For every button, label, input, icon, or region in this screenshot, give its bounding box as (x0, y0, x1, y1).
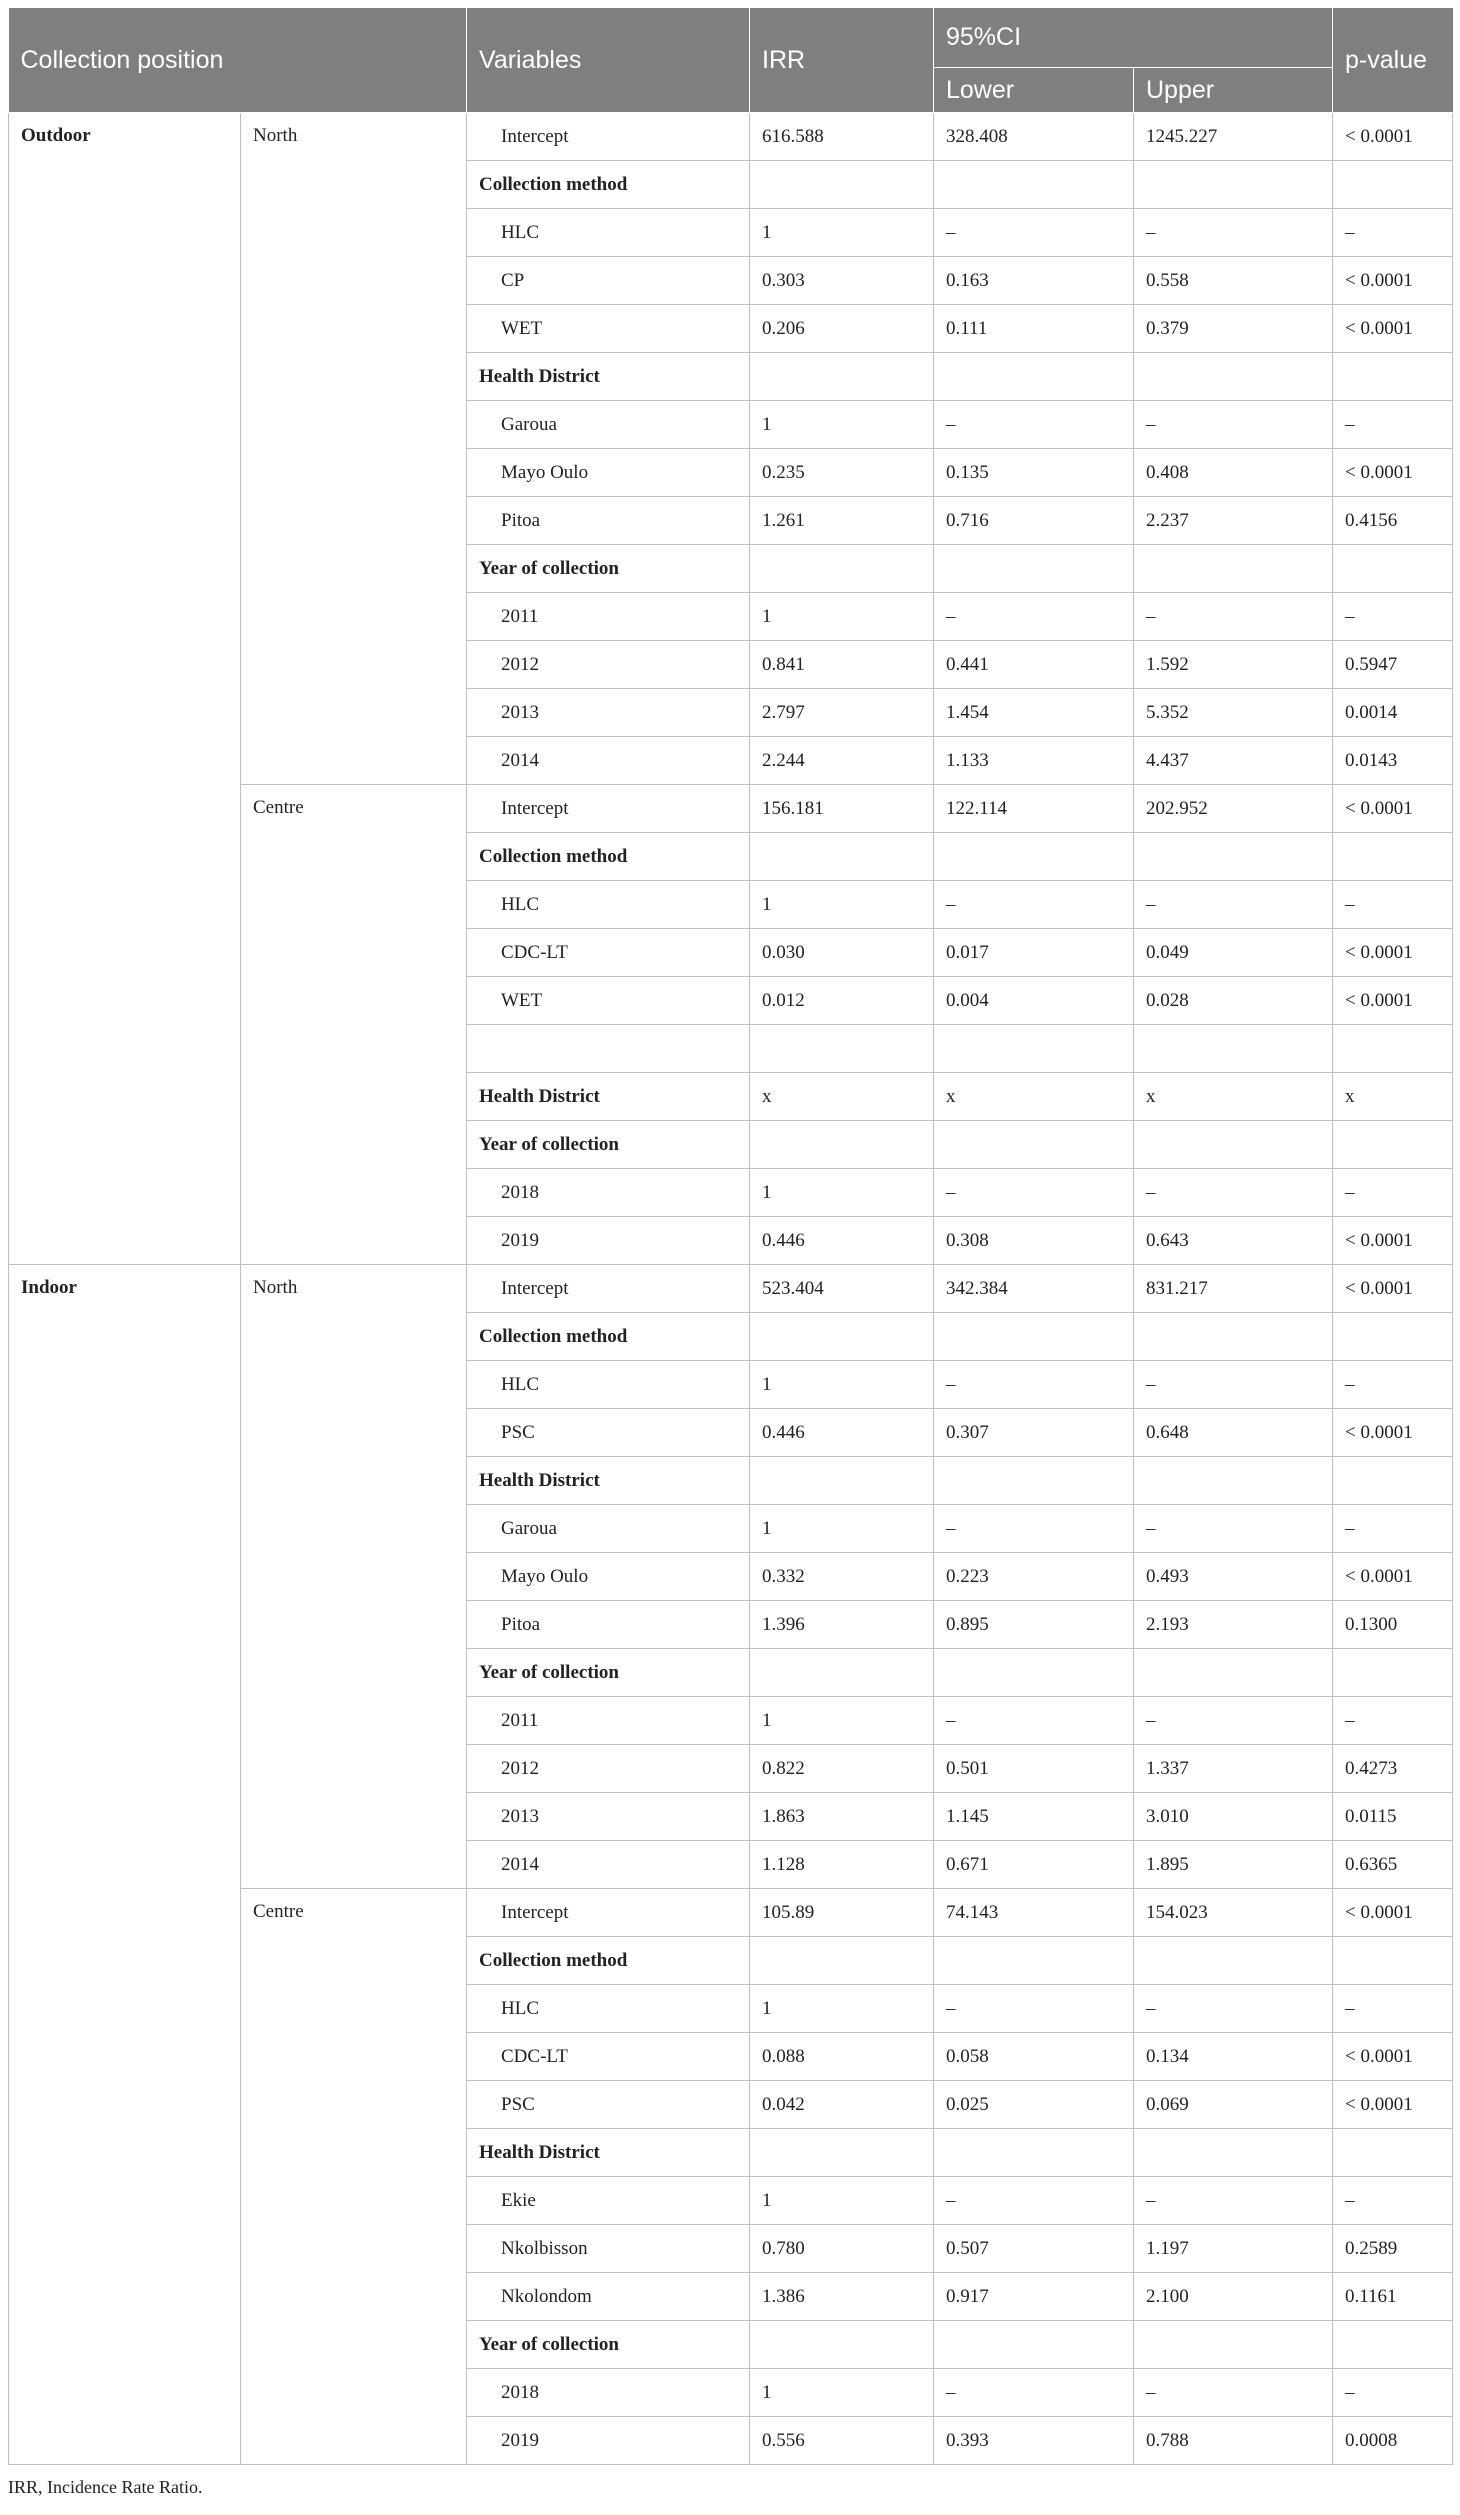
irr-cell: x (750, 1073, 934, 1121)
ci-upper-cell (1134, 1025, 1333, 1073)
ci-lower-cell: – (934, 1985, 1134, 2033)
pvalue-cell: – (1333, 881, 1453, 929)
pvalue-cell: 0.0115 (1333, 1793, 1453, 1841)
ci-lower-cell: 0.716 (934, 497, 1134, 545)
irr-cell: 1 (750, 1985, 934, 2033)
ci-lower-cell: 0.507 (934, 2225, 1134, 2273)
ci-lower-cell: – (934, 1361, 1134, 1409)
pvalue-cell: < 0.0001 (1333, 2033, 1453, 2081)
ci-lower-cell: 0.017 (934, 929, 1134, 977)
header-variables: Variables (467, 8, 750, 113)
ci-upper-cell: 0.558 (1134, 257, 1333, 305)
ci-lower-cell: 122.114 (934, 785, 1134, 833)
ci-upper-cell (1134, 2321, 1333, 2369)
ci-upper-cell (1134, 1457, 1333, 1505)
variable-cell: 2013 (467, 1793, 750, 1841)
ci-lower-cell: 1.454 (934, 689, 1134, 737)
ci-upper-cell: 0.493 (1134, 1553, 1333, 1601)
variable-cell: Collection method (467, 833, 750, 881)
irr-cell: 1.261 (750, 497, 934, 545)
table-header (9, 8, 1453, 113)
pvalue-cell (1333, 2321, 1453, 2369)
ci-lower-cell: 0.058 (934, 2033, 1134, 2081)
variable-cell: CDC-LT (467, 2033, 750, 2081)
variable-cell: Mayo Oulo (467, 449, 750, 497)
pvalue-cell: < 0.0001 (1333, 113, 1453, 161)
ci-upper-cell: – (1134, 209, 1333, 257)
ci-upper-cell: – (1134, 401, 1333, 449)
ci-upper-cell: – (1134, 1985, 1333, 2033)
ci-upper-cell: 0.069 (1134, 2081, 1333, 2129)
ci-upper-cell: 3.010 (1134, 1793, 1333, 1841)
ci-upper-cell: 202.952 (1134, 785, 1333, 833)
ci-upper-cell: 831.217 (1134, 1265, 1333, 1313)
variable-cell: PSC (467, 1409, 750, 1457)
irr-cell: 2.797 (750, 689, 934, 737)
ci-lower-cell: 0.308 (934, 1217, 1134, 1265)
ci-lower-cell: 0.135 (934, 449, 1134, 497)
ci-lower-cell (934, 161, 1134, 209)
ci-upper-cell: 0.049 (1134, 929, 1333, 977)
pvalue-cell: < 0.0001 (1333, 977, 1453, 1025)
irr-cell: 0.042 (750, 2081, 934, 2129)
pvalue-cell: 0.1300 (1333, 1601, 1453, 1649)
pvalue-cell: – (1333, 209, 1453, 257)
table-container (8, 8, 1452, 2498)
ci-upper-cell: 0.648 (1134, 1409, 1333, 1457)
irr-cell: 0.841 (750, 641, 934, 689)
irr-cell: 0.088 (750, 2033, 934, 2081)
ci-upper-cell: 0.028 (1134, 977, 1333, 1025)
ci-lower-cell (934, 353, 1134, 401)
ci-upper-cell: – (1134, 1505, 1333, 1553)
pvalue-cell: – (1333, 1697, 1453, 1745)
region-cell: North (241, 1265, 467, 1889)
variable-cell: Year of collection (467, 1649, 750, 1697)
variable-cell: 2014 (467, 1841, 750, 1889)
variable-cell: HLC (467, 1985, 750, 2033)
ci-lower-cell: 1.133 (934, 737, 1134, 785)
ci-lower-cell (934, 2129, 1134, 2177)
ci-upper-cell: 0.134 (1134, 2033, 1333, 2081)
pvalue-cell: < 0.0001 (1333, 449, 1453, 497)
pvalue-cell: – (1333, 1361, 1453, 1409)
collection-position-cell: Indoor (9, 1265, 241, 2465)
variable-cell: Pitoa (467, 497, 750, 545)
irr-cell: 0.030 (750, 929, 934, 977)
ci-upper-cell: 0.643 (1134, 1217, 1333, 1265)
irr-cell: 1 (750, 401, 934, 449)
header-ci: 95%CI (934, 8, 1333, 68)
pvalue-cell: < 0.0001 (1333, 1265, 1453, 1313)
ci-upper-cell: 0.408 (1134, 449, 1333, 497)
ci-upper-cell (1134, 1649, 1333, 1697)
pvalue-cell: < 0.0001 (1333, 257, 1453, 305)
variable-cell: 2018 (467, 1169, 750, 1217)
variable-cell: Health District (467, 1073, 750, 1121)
variable-cell: Nkolondom (467, 2273, 750, 2321)
ci-lower-cell: 328.408 (934, 113, 1134, 161)
ci-lower-cell (934, 1649, 1134, 1697)
irr-cell: 0.780 (750, 2225, 934, 2273)
header-pvalue: p-value (1333, 8, 1453, 113)
irr-cell: 523.404 (750, 1265, 934, 1313)
ci-lower-cell: – (934, 1697, 1134, 1745)
ci-upper-cell (1134, 1937, 1333, 1985)
ci-upper-cell: 1245.227 (1134, 113, 1333, 161)
ci-lower-cell: 0.223 (934, 1553, 1134, 1601)
irr-cell (750, 1649, 934, 1697)
variable-cell: HLC (467, 209, 750, 257)
variable-cell: Collection method (467, 1937, 750, 1985)
ci-upper-cell: 2.193 (1134, 1601, 1333, 1649)
ci-upper-cell: 154.023 (1134, 1889, 1333, 1937)
irr-cell (750, 2321, 934, 2369)
ci-upper-cell: – (1134, 2369, 1333, 2417)
variable-cell: HLC (467, 1361, 750, 1409)
ci-lower-cell (934, 833, 1134, 881)
variable-cell: Collection method (467, 161, 750, 209)
variable-cell: Garoua (467, 1505, 750, 1553)
ci-lower-cell: x (934, 1073, 1134, 1121)
ci-lower-cell: – (934, 2369, 1134, 2417)
pvalue-cell (1333, 1121, 1453, 1169)
pvalue-cell: 0.5947 (1333, 641, 1453, 689)
irr-cell: 0.303 (750, 257, 934, 305)
pvalue-cell: – (1333, 401, 1453, 449)
irr-cell (750, 353, 934, 401)
variable-cell: Nkolbisson (467, 2225, 750, 2273)
ci-upper-cell: 2.100 (1134, 2273, 1333, 2321)
variable-cell: CDC-LT (467, 929, 750, 977)
pvalue-cell: – (1333, 1505, 1453, 1553)
ci-upper-cell: 0.788 (1134, 2417, 1333, 2465)
variable-cell: WET (467, 305, 750, 353)
pvalue-cell (1333, 353, 1453, 401)
pvalue-cell (1333, 1457, 1453, 1505)
pvalue-cell (1333, 161, 1453, 209)
ci-upper-cell (1134, 353, 1333, 401)
ci-lower-cell: 74.143 (934, 1889, 1134, 1937)
region-cell: Centre (241, 785, 467, 1265)
irr-cell (750, 1937, 934, 1985)
variable-cell: Ekie (467, 2177, 750, 2225)
ci-upper-cell: – (1134, 1697, 1333, 1745)
header-lower: Lower (934, 68, 1134, 113)
ci-upper-cell: 1.197 (1134, 2225, 1333, 2273)
ci-lower-cell: – (934, 881, 1134, 929)
pvalue-cell: < 0.0001 (1333, 929, 1453, 977)
variable-cell: HLC (467, 881, 750, 929)
irr-cell (750, 1025, 934, 1073)
pvalue-cell: < 0.0001 (1333, 2081, 1453, 2129)
variable-cell: Health District (467, 353, 750, 401)
irr-cell (750, 833, 934, 881)
irr-cell: 0.206 (750, 305, 934, 353)
ci-lower-cell: 0.025 (934, 2081, 1134, 2129)
ci-lower-cell: 342.384 (934, 1265, 1134, 1313)
pvalue-cell: x (1333, 1073, 1453, 1121)
table-body (9, 113, 1453, 2465)
pvalue-cell: 0.0014 (1333, 689, 1453, 737)
irr-cell (750, 161, 934, 209)
pvalue-cell (1333, 833, 1453, 881)
ci-lower-cell: 0.004 (934, 977, 1134, 1025)
header-collection-position: Collection position (9, 8, 467, 113)
pvalue-cell: 0.1161 (1333, 2273, 1453, 2321)
irr-cell: 616.588 (750, 113, 934, 161)
variable-cell: 2011 (467, 1697, 750, 1745)
irr-cell (750, 2129, 934, 2177)
ci-lower-cell: 0.111 (934, 305, 1134, 353)
ci-upper-cell: 1.337 (1134, 1745, 1333, 1793)
pvalue-cell: 0.0143 (1333, 737, 1453, 785)
ci-upper-cell (1134, 1121, 1333, 1169)
ci-lower-cell: – (934, 1505, 1134, 1553)
ci-upper-cell (1134, 1313, 1333, 1361)
ci-upper-cell: 1.592 (1134, 641, 1333, 689)
irr-cell (750, 1121, 934, 1169)
variable-cell: 2019 (467, 1217, 750, 1265)
pvalue-cell: < 0.0001 (1333, 1409, 1453, 1457)
pvalue-cell: < 0.0001 (1333, 1217, 1453, 1265)
irr-cell: 2.244 (750, 737, 934, 785)
irr-cell: 1 (750, 1697, 934, 1745)
collection-position-cell: Outdoor (9, 113, 241, 1265)
irr-cell: 1 (750, 209, 934, 257)
variable-cell: Intercept (467, 785, 750, 833)
pvalue-cell: – (1333, 1169, 1453, 1217)
ci-lower-cell: 0.163 (934, 257, 1134, 305)
irr-cell: 105.89 (750, 1889, 934, 1937)
ci-lower-cell (934, 545, 1134, 593)
irr-cell: 0.332 (750, 1553, 934, 1601)
ci-lower-cell: 0.393 (934, 2417, 1134, 2465)
variable-cell: 2019 (467, 2417, 750, 2465)
pvalue-cell: 0.2589 (1333, 2225, 1453, 2273)
ci-lower-cell: 0.501 (934, 1745, 1134, 1793)
pvalue-cell (1333, 545, 1453, 593)
irr-cell: 0.556 (750, 2417, 934, 2465)
pvalue-cell: 0.0008 (1333, 2417, 1453, 2465)
results-table (8, 8, 1453, 2465)
irr-cell (750, 1313, 934, 1361)
variable-cell: Intercept (467, 1889, 750, 1937)
variable-cell: 2018 (467, 2369, 750, 2417)
ci-lower-cell: 0.917 (934, 2273, 1134, 2321)
ci-upper-cell: 4.437 (1134, 737, 1333, 785)
pvalue-cell (1333, 1937, 1453, 1985)
table-row (9, 113, 1453, 161)
pvalue-cell (1333, 1025, 1453, 1073)
variable-cell: Pitoa (467, 1601, 750, 1649)
variable-cell: Year of collection (467, 2321, 750, 2369)
ci-upper-cell: – (1134, 1361, 1333, 1409)
irr-cell: 0.446 (750, 1409, 934, 1457)
ci-upper-cell (1134, 545, 1333, 593)
irr-cell: 156.181 (750, 785, 934, 833)
ci-upper-cell: 1.895 (1134, 1841, 1333, 1889)
ci-lower-cell (934, 1937, 1134, 1985)
irr-cell: 1 (750, 881, 934, 929)
ci-lower-cell: – (934, 2177, 1134, 2225)
pvalue-cell: < 0.0001 (1333, 1889, 1453, 1937)
region-cell: Centre (241, 1889, 467, 2465)
ci-upper-cell: – (1134, 881, 1333, 929)
pvalue-cell: 0.4156 (1333, 497, 1453, 545)
pvalue-cell: – (1333, 593, 1453, 641)
ci-lower-cell (934, 1457, 1134, 1505)
pvalue-cell (1333, 1313, 1453, 1361)
ci-upper-cell: – (1134, 593, 1333, 641)
region-cell: North (241, 113, 467, 785)
irr-cell: 0.012 (750, 977, 934, 1025)
ci-lower-cell (934, 1025, 1134, 1073)
variable-cell: Health District (467, 1457, 750, 1505)
variable-cell (467, 1025, 750, 1073)
ci-upper-cell: – (1134, 1169, 1333, 1217)
irr-cell: 1 (750, 1505, 934, 1553)
variable-cell: 2013 (467, 689, 750, 737)
ci-upper-cell (1134, 161, 1333, 209)
header-irr: IRR (750, 8, 934, 113)
ci-lower-cell: – (934, 1169, 1134, 1217)
ci-lower-cell: 0.671 (934, 1841, 1134, 1889)
pvalue-cell: – (1333, 2177, 1453, 2225)
irr-cell: 1.386 (750, 2273, 934, 2321)
variable-cell: Mayo Oulo (467, 1553, 750, 1601)
pvalue-cell: – (1333, 1985, 1453, 2033)
variable-cell: CP (467, 257, 750, 305)
ci-lower-cell: – (934, 401, 1134, 449)
irr-cell: 1.396 (750, 1601, 934, 1649)
ci-lower-cell (934, 1121, 1134, 1169)
variable-cell: Year of collection (467, 545, 750, 593)
irr-cell: 0.235 (750, 449, 934, 497)
pvalue-cell: < 0.0001 (1333, 785, 1453, 833)
variable-cell: Year of collection (467, 1121, 750, 1169)
irr-cell: 0.446 (750, 1217, 934, 1265)
pvalue-cell: – (1333, 2369, 1453, 2417)
irr-cell: 1.128 (750, 1841, 934, 1889)
variable-cell: Garoua (467, 401, 750, 449)
ci-upper-cell: – (1134, 2177, 1333, 2225)
pvalue-cell (1333, 1649, 1453, 1697)
ci-upper-cell: x (1134, 1073, 1333, 1121)
ci-lower-cell: 0.307 (934, 1409, 1134, 1457)
pvalue-cell: 0.4273 (1333, 1745, 1453, 1793)
variable-cell: PSC (467, 2081, 750, 2129)
variable-cell: Collection method (467, 1313, 750, 1361)
irr-cell: 1 (750, 1169, 934, 1217)
variable-cell: 2012 (467, 1745, 750, 1793)
irr-cell: 1.863 (750, 1793, 934, 1841)
ci-lower-cell (934, 1313, 1134, 1361)
pvalue-cell: < 0.0001 (1333, 305, 1453, 353)
table-row (9, 1265, 1453, 1313)
variable-cell: 2012 (467, 641, 750, 689)
ci-upper-cell: 2.237 (1134, 497, 1333, 545)
irr-cell: 1 (750, 593, 934, 641)
ci-upper-cell: 5.352 (1134, 689, 1333, 737)
variable-cell: Intercept (467, 113, 750, 161)
variable-cell: 2014 (467, 737, 750, 785)
ci-lower-cell: 0.441 (934, 641, 1134, 689)
footnote: IRR, Incidence Rate Ratio. (8, 2477, 203, 2497)
ci-upper-cell (1134, 2129, 1333, 2177)
ci-lower-cell: 0.895 (934, 1601, 1134, 1649)
irr-cell (750, 1457, 934, 1505)
irr-cell: 1 (750, 2177, 934, 2225)
ci-lower-cell (934, 2321, 1134, 2369)
ci-lower-cell: – (934, 593, 1134, 641)
irr-cell: 0.822 (750, 1745, 934, 1793)
ci-upper-cell: 0.379 (1134, 305, 1333, 353)
pvalue-cell: < 0.0001 (1333, 1553, 1453, 1601)
ci-upper-cell (1134, 833, 1333, 881)
ci-lower-cell: 1.145 (934, 1793, 1134, 1841)
pvalue-cell: 0.6365 (1333, 1841, 1453, 1889)
irr-cell: 1 (750, 2369, 934, 2417)
variable-cell: Intercept (467, 1265, 750, 1313)
variable-cell: WET (467, 977, 750, 1025)
variable-cell: Health District (467, 2129, 750, 2177)
irr-cell: 1 (750, 1361, 934, 1409)
variable-cell: 2011 (467, 593, 750, 641)
irr-cell (750, 545, 934, 593)
pvalue-cell (1333, 2129, 1453, 2177)
ci-lower-cell: – (934, 209, 1134, 257)
header-upper: Upper (1134, 68, 1333, 113)
